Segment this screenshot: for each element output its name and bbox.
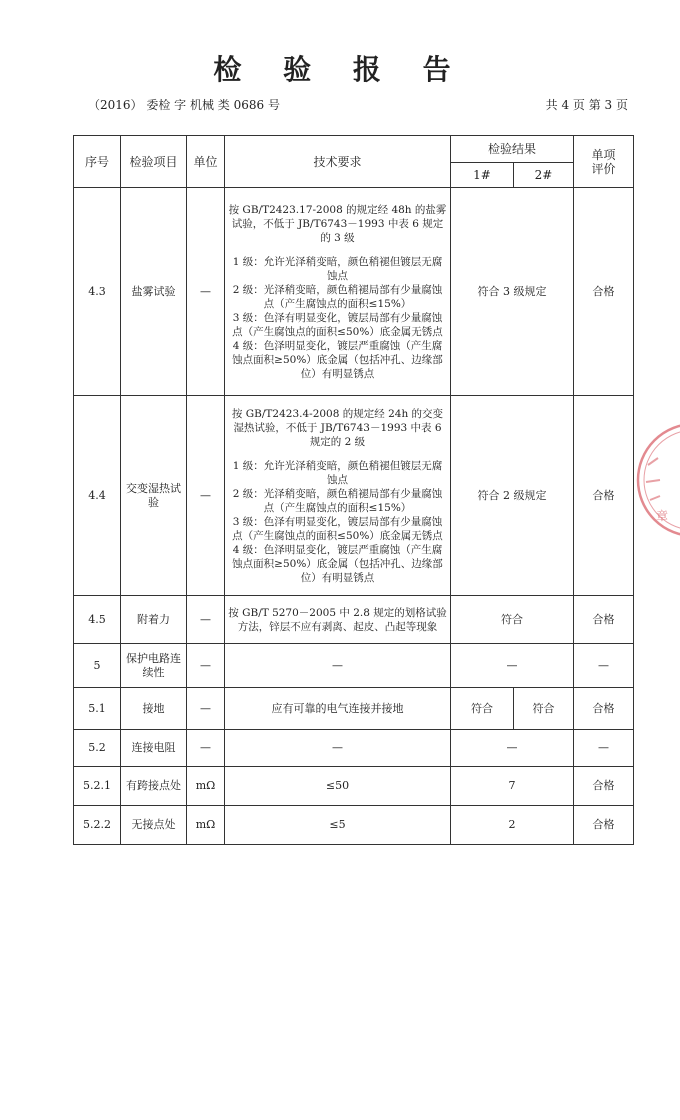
row-requirement: 按 GB/T 5270－2005 中 2.8 规定的划格试验方法，锌层不应有剥离、起皮、凸起等现象 bbox=[225, 596, 451, 644]
row-no: 4.3 bbox=[74, 188, 121, 396]
row-unit: mΩ bbox=[187, 806, 225, 845]
row-item: 接地 bbox=[121, 688, 187, 730]
row-item: 连接电阻 bbox=[121, 730, 187, 767]
seal-text: 章 bbox=[656, 509, 669, 523]
table-row bbox=[74, 644, 634, 688]
row-evaluation: 合格 bbox=[574, 806, 634, 845]
row-result-2: 符合 bbox=[514, 688, 574, 730]
row-requirement: — bbox=[225, 730, 451, 767]
row-evaluation: 合格 bbox=[574, 396, 634, 596]
row-result: — bbox=[451, 644, 574, 688]
header-evaluation: 单项 评价 bbox=[574, 136, 634, 188]
row-result: 符合 bbox=[451, 596, 574, 644]
requirement-line: 按 GB/T2423.17-2008 的规定经 48h 的盐雾试验，不低于 JB/T6743－1993 中表 6 规定的 3 级 bbox=[228, 203, 447, 244]
row-evaluation: 合格 bbox=[574, 188, 634, 396]
row-unit: — bbox=[187, 644, 225, 688]
row-requirement: ≤5 bbox=[225, 806, 451, 845]
table-row bbox=[74, 806, 634, 845]
row-evaluation: 合格 bbox=[574, 767, 634, 806]
page-indicator: 共 4 页 第 3 页 bbox=[545, 98, 628, 112]
header-result-2: 2# bbox=[514, 163, 574, 188]
requirement-line: 1 级：允许光泽稍变暗，颜色稍褪但镀层无腐蚀点 bbox=[232, 255, 443, 282]
header-item: 检验项目 bbox=[121, 136, 187, 188]
requirement-line: 2 级：光泽稍变暗，颜色稍褪局部有少量腐蚀点（产生腐蚀点的面积≤15%） bbox=[232, 283, 443, 310]
row-requirement bbox=[225, 396, 451, 596]
row-no: 5.2 bbox=[74, 730, 121, 767]
row-item: 保护电路连续性 bbox=[121, 644, 187, 688]
row-result: 2 bbox=[451, 806, 574, 845]
row-evaluation: 合格 bbox=[574, 596, 634, 644]
row-result-1: 符合 bbox=[451, 688, 514, 730]
header-requirement: 技术要求 bbox=[225, 136, 451, 188]
row-result: 符合 2 级规定 bbox=[451, 396, 574, 596]
requirement-line: 4 级：色泽明显变化，镀层严重腐蚀（产生腐蚀点面积≥50%）底金属（包括冲孔、边缘部位）有明显锈点 bbox=[232, 339, 443, 380]
official-seal bbox=[636, 410, 680, 550]
table-row bbox=[74, 188, 634, 396]
row-evaluation: — bbox=[574, 644, 634, 688]
row-requirement: — bbox=[225, 644, 451, 688]
row-no: 4.4 bbox=[74, 396, 121, 596]
row-requirement: 应有可靠的电气连接并接地 bbox=[225, 688, 451, 730]
row-requirement bbox=[225, 188, 451, 396]
requirement-gap bbox=[228, 245, 447, 255]
inspection-table bbox=[73, 135, 634, 845]
row-result: — bbox=[451, 730, 574, 767]
row-evaluation: 合格 bbox=[574, 688, 634, 730]
row-no: 5 bbox=[74, 644, 121, 688]
header-unit: 单位 bbox=[187, 136, 225, 188]
row-item: 盐雾试验 bbox=[121, 188, 187, 396]
table-row bbox=[74, 730, 634, 767]
requirement-line: 1 级：允许光泽稍变暗，颜色稍褪但镀层无腐蚀点 bbox=[232, 459, 443, 486]
requirement-line: 4 级：色泽明显变化，镀层严重腐蚀（产生腐蚀点面积≥50%）底金属（包括冲孔、边缘部位）有明显锈点 bbox=[232, 543, 443, 584]
header-result: 检验结果 bbox=[451, 136, 574, 163]
header-no: 序号 bbox=[74, 136, 121, 188]
row-result: 符合 3 级规定 bbox=[451, 188, 574, 396]
requirement-line: 按 GB/T2423.4-2008 的规定经 24h 的交变湿热试验，不低于 JB/T6743－1993 中表 6 规定的 2 级 bbox=[231, 407, 444, 448]
row-unit: — bbox=[187, 396, 225, 596]
row-no: 5.1 bbox=[74, 688, 121, 730]
header-result-1: 1# bbox=[451, 163, 514, 188]
row-no: 5.2.1 bbox=[74, 767, 121, 806]
row-unit: — bbox=[187, 596, 225, 644]
row-unit: mΩ bbox=[187, 767, 225, 806]
row-no: 5.2.2 bbox=[74, 806, 121, 845]
requirement-line: 2 级：光泽稍变暗，颜色稍褪局部有少量腐蚀点（产生腐蚀点的面积≤15%） bbox=[232, 487, 443, 514]
row-unit: — bbox=[187, 730, 225, 767]
row-item: 有跨接点处 bbox=[121, 767, 187, 806]
row-result: 7 bbox=[451, 767, 574, 806]
row-unit: — bbox=[187, 688, 225, 730]
row-item: 附着力 bbox=[121, 596, 187, 644]
row-unit: — bbox=[187, 188, 225, 396]
table-row bbox=[74, 688, 634, 730]
requirement-line: 3 级：色泽有明显变化，镀层局部有少量腐蚀点（产生腐蚀点的面积≤50%）底金属无锈点 bbox=[232, 515, 443, 542]
row-item: 无接点处 bbox=[121, 806, 187, 845]
table-row bbox=[74, 596, 634, 644]
table-row bbox=[74, 396, 634, 596]
row-evaluation: — bbox=[574, 730, 634, 767]
report-title: 检 验 报 告 bbox=[213, 53, 467, 86]
requirement-line: 3 级：色泽有明显变化，镀层局部有少量腐蚀点（产生腐蚀点的面积≤50%）底金属无锈点 bbox=[232, 311, 443, 338]
row-requirement: ≤50 bbox=[225, 767, 451, 806]
report-reference-number: （2016） 委检 字 机械 类 0686 号 bbox=[88, 98, 280, 112]
table-row bbox=[74, 767, 634, 806]
row-item: 交变湿热试验 bbox=[121, 396, 187, 596]
requirement-gap bbox=[228, 449, 447, 459]
row-no: 4.5 bbox=[74, 596, 121, 644]
